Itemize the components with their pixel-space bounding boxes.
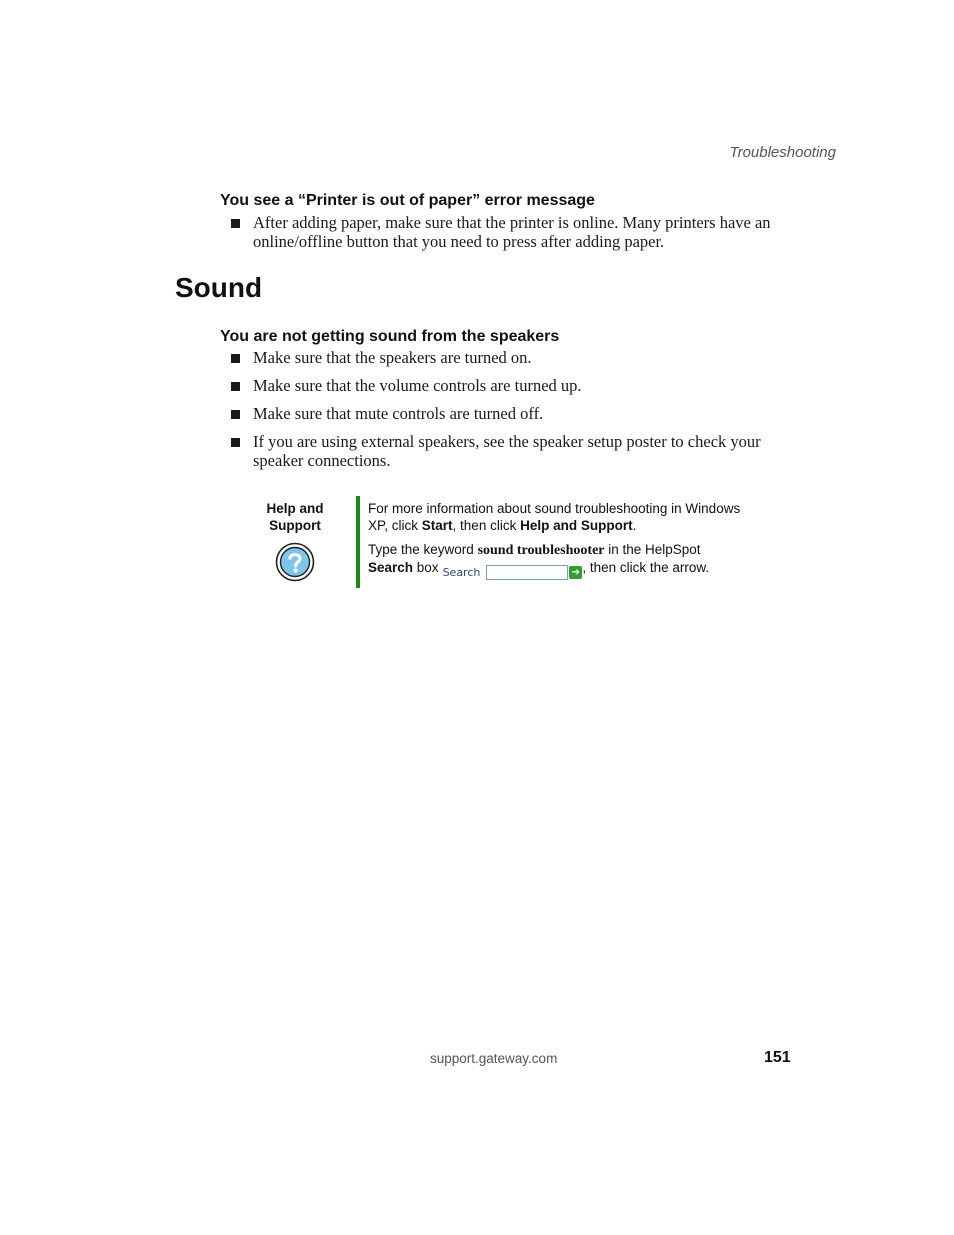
- text-span: box: [413, 560, 439, 575]
- search-keyword: sound troubleshooter: [477, 543, 605, 558]
- running-head: Troubleshooting: [729, 144, 836, 161]
- bullet-text: After adding paper, make sure that the printer is online. Many printers have an online/offline button that you need to press after adding paper.: [253, 213, 771, 251]
- list-item: [228, 348, 793, 367]
- sound-bullet-list: [228, 348, 793, 470]
- bullet-square-icon: [231, 382, 240, 391]
- text-span: in the HelpSpot: [604, 542, 701, 557]
- text-span: , then click: [452, 518, 521, 533]
- search-widget-label: Search: [442, 566, 481, 579]
- search-input-illustration: [486, 565, 568, 580]
- text-span: For more information about sound troubleshooting in Windows XP, click: [368, 501, 741, 533]
- help-question-icon: [275, 542, 315, 587]
- section-title-sound: Sound: [175, 272, 263, 303]
- no-sound-subhead: You are not getting sound from the speakers: [220, 328, 560, 345]
- text-span: Type the keyword: [368, 542, 478, 557]
- start-keyword: Start: [421, 518, 453, 533]
- list-item: [228, 213, 793, 251]
- text-span: , then click the arrow.: [582, 560, 710, 575]
- list-item: [228, 404, 793, 423]
- help-support-keyword: Help and Support: [520, 518, 633, 533]
- bullet-square-icon: [231, 410, 240, 419]
- bullet-text: Make sure that the speakers are turned on.: [253, 348, 532, 367]
- bullet-text: Make sure that mute controls are turned off.: [253, 404, 544, 423]
- helpspot-search-widget: [443, 563, 583, 581]
- help-label: Help and Support: [266, 501, 324, 533]
- printer-bullet-list: [228, 213, 793, 251]
- text-span: .: [632, 518, 637, 533]
- bullet-square-icon: [231, 438, 240, 447]
- help-paragraph-2: [368, 541, 748, 581]
- list-item: [228, 376, 793, 395]
- list-item: [228, 432, 793, 470]
- note-accent-bar: [356, 496, 360, 588]
- bullet-square-icon: [231, 354, 240, 363]
- bullet-square-icon: [231, 219, 240, 228]
- bullet-text: If you are using external speakers, see the speaker setup poster to check your speaker connections.: [253, 432, 761, 470]
- search-keyword-bold: Search: [368, 560, 414, 575]
- printer-error-subhead: You see a “Printer is out of paper” error message: [220, 192, 595, 209]
- help-and-support-note: [250, 496, 740, 588]
- footer-url: support.gateway.com: [430, 1051, 558, 1066]
- page-number: 151: [764, 1049, 791, 1066]
- bullet-text: Make sure that the volume controls are turned up.: [253, 376, 582, 395]
- help-text: [368, 500, 748, 588]
- help-paragraph-1: [368, 500, 748, 534]
- arrow-right-icon: ➔: [569, 566, 582, 579]
